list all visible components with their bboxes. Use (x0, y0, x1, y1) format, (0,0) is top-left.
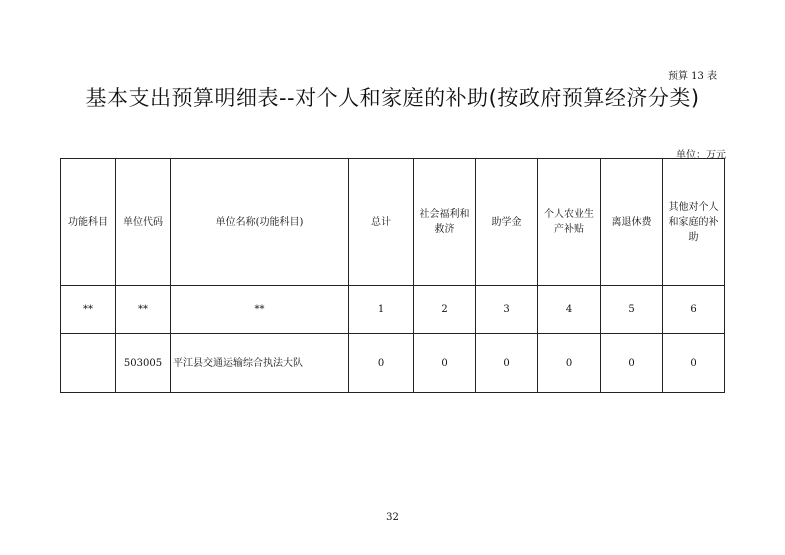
cell-retirement: 0 (601, 334, 663, 393)
col-header-retirement: 离退休费 (601, 159, 663, 286)
col-header-social-welfare: 社会福利和救济 (414, 159, 476, 286)
cell-social-welfare: 0 (414, 334, 476, 393)
form-number: 预算 13 表 (668, 71, 718, 82)
cell-student-aid: 0 (476, 334, 538, 393)
cell-total: 0 (349, 334, 414, 393)
cell-unit-name: 平江县交通运输综合执法大队 (171, 334, 349, 393)
header-row (61, 159, 725, 286)
index-cell: ** (116, 286, 171, 334)
index-cell: 5 (601, 286, 663, 334)
page-number: 32 (386, 512, 399, 523)
index-cell: ** (61, 286, 116, 334)
cell-agri-subsidy: 0 (538, 334, 601, 393)
table-row (61, 334, 725, 393)
index-cell: ** (171, 286, 349, 334)
col-header-student-aid: 助学金 (476, 159, 538, 286)
index-cell: 1 (349, 286, 414, 334)
index-cell: 2 (414, 286, 476, 334)
index-row (61, 286, 725, 334)
budget-table (60, 158, 725, 393)
cell-function-subject (61, 334, 116, 393)
col-header-agri-subsidy: 个人农业生产补贴 (538, 159, 601, 286)
col-header-function-subject: 功能科目 (61, 159, 116, 286)
index-cell: 6 (663, 286, 725, 334)
col-header-total: 总计 (349, 159, 414, 286)
page-title: 基本支出预算明细表--对个人和家庭的补助(按政府预算经济分类) (85, 86, 700, 110)
col-header-other-subsidy: 其他对个人和家庭的补助 (663, 159, 725, 286)
col-header-unit-name: 单位名称(功能科目) (171, 159, 349, 286)
unit-label: 单位：万元 (676, 150, 726, 161)
index-cell: 3 (476, 286, 538, 334)
cell-other-subsidy: 0 (663, 334, 725, 393)
cell-unit-code: 503005 (116, 334, 171, 393)
col-header-unit-code: 单位代码 (116, 159, 171, 286)
index-cell: 4 (538, 286, 601, 334)
